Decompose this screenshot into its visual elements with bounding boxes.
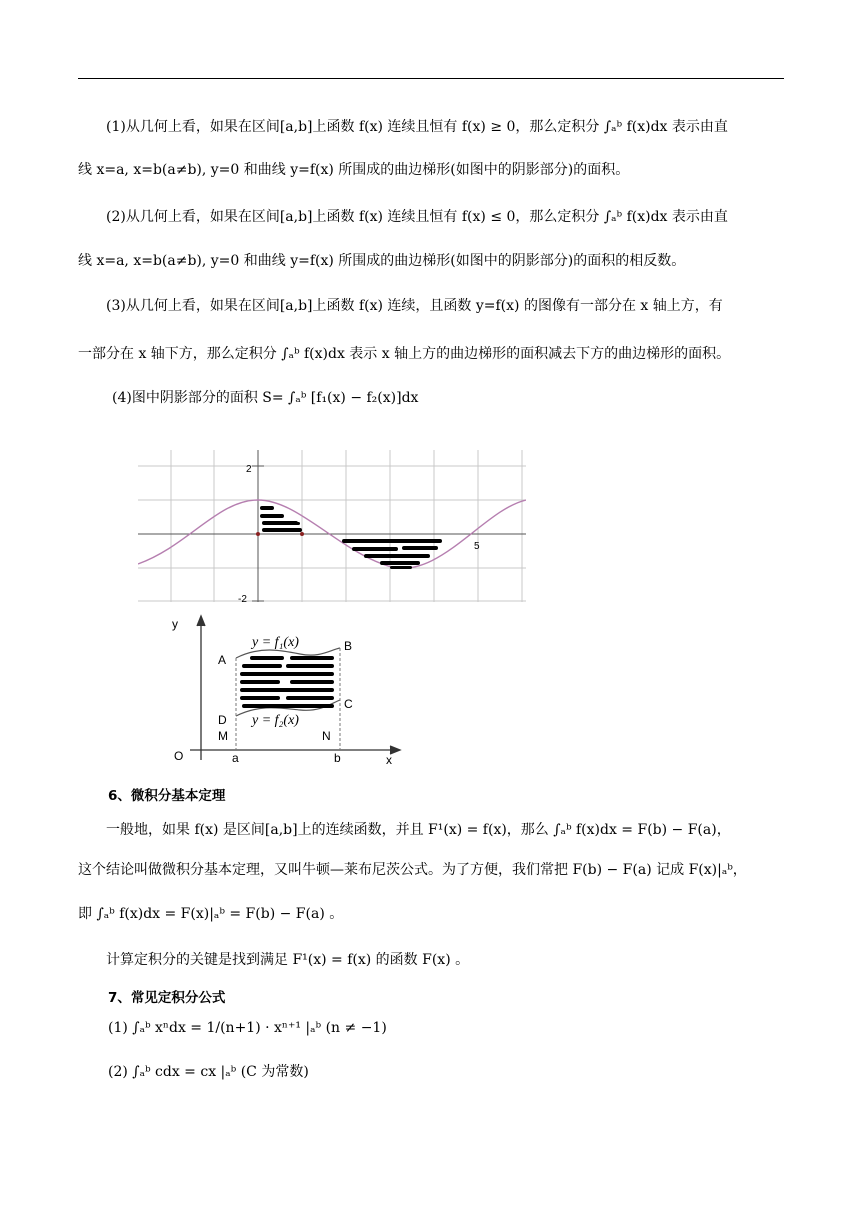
tick-bottom: -2 <box>238 594 247 602</box>
origin-label: O <box>174 749 184 763</box>
shading-dashes <box>260 506 442 569</box>
section-6-line-1: 一般地，如果 f(x) 是区间[a,b]上的连续函数，并且 F¹(x) = f(x)，那么 ∫ₐᵇ f(x)dx = F(b) − F(a)， <box>106 822 731 838</box>
section-6-title: 6、微积分基本定理 <box>108 788 226 804</box>
para-2-line-1: (2)从几何上看，如果在区间[a,b]上函数 f(x) 连续且恒有 f(x) ≤ 0，那么定积分 ∫ₐᵇ f(x)dx 表示由直 <box>106 209 728 225</box>
para-3-line-1: (3)从几何上看，如果在区间[a,b]上函数 f(x) 连续，且函数 y=f(x) 的图像有一部分在 x 轴上方，有 <box>106 298 723 314</box>
header-rule <box>78 78 784 79</box>
label-a: a <box>232 751 239 764</box>
figure-cosine-area <box>138 450 526 602</box>
para-1-line-2: 线 x=a, x=b(a≠b), y=0 和曲线 y=f(x) 所围成的曲边梯形(如图中的阴影部分)的面积。 <box>78 162 630 178</box>
figure-between-curves <box>160 612 405 764</box>
tick-x: 5 <box>474 541 480 552</box>
para-4: (4)图中阴影部分的面积 S= ∫ₐᵇ [f₁(x) − f₂(x)]dx <box>112 390 419 406</box>
point-n: N <box>322 729 331 743</box>
label-f1: y = f₁(x) <box>252 635 299 650</box>
section-7-title: 7、常见定积分公式 <box>108 990 226 1006</box>
between-shading <box>240 656 334 708</box>
point-c: C <box>344 697 353 711</box>
para-3-line-2: 一部分在 x 轴下方，那么定积分 ∫ₐᵇ f(x)dx 表示 x 轴上方的曲边梯形的面积减去下方的曲边梯形的面积。 <box>78 346 731 362</box>
x-axis-label: x <box>386 753 392 764</box>
point-m: M <box>218 729 228 743</box>
point-d: D <box>218 713 227 727</box>
point-a: A <box>218 653 227 667</box>
y-axis-label: y <box>172 617 178 631</box>
section-6-line-4: 计算定积分的关键是找到满足 F¹(x) = f(x) 的函数 F(x) 。 <box>106 952 470 968</box>
point-b: B <box>344 639 353 653</box>
section-6-line-3: 即 ∫ₐᵇ f(x)dx = F(x)|ₐᵇ = F(b) − F(a) 。 <box>78 906 344 922</box>
para-2-line-2: 线 x=a, x=b(a≠b), y=0 和曲线 y=f(x) 所围成的曲边梯形(如图中的阴影部分)的面积的相反数。 <box>78 253 686 269</box>
label-f2: y = f₂(x) <box>252 713 299 728</box>
formula-1: (1) ∫ₐᵇ xⁿdx = 1/(n+1) · xⁿ⁺¹ |ₐᵇ (n ≠ −1) <box>108 1020 387 1036</box>
label-b: b <box>334 751 341 764</box>
formula-2: (2) ∫ₐᵇ cdx = cx |ₐᵇ (C 为常数) <box>108 1064 309 1080</box>
para-1-line-1: (1)从几何上看，如果在区间[a,b]上函数 f(x) 连续且恒有 f(x) ≥ 0，那么定积分 ∫ₐᵇ f(x)dx 表示由直 <box>106 119 728 135</box>
tick-top: 2 <box>246 464 252 475</box>
section-6-line-2: 这个结论叫做微积分基本定理，又叫牛顿—莱布尼茨公式。为了方便，我们常把 F(b) − F(a) 记成 F(x)|ₐᵇ， <box>78 862 747 878</box>
